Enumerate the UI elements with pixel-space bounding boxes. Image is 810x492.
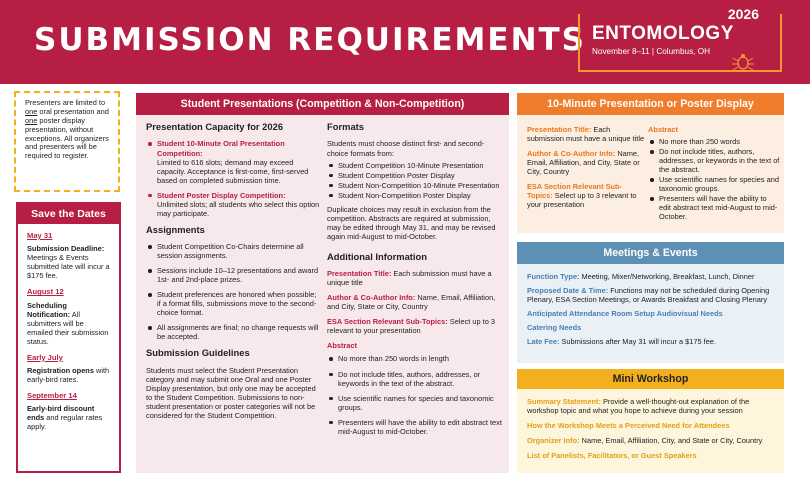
guidelines-title: Submission Guidelines <box>146 347 250 359</box>
info-item: Organizer Info: Name, Email, Affiliation, City, and State or City, Country <box>527 436 763 446</box>
info-item: Function Type: Meeting, Mixer/Networking, Breakfast, Lunch, Dinner <box>527 272 755 281</box>
logo-name: ENTOMOLOGY <box>592 23 734 44</box>
list-item: Sessions include 10–12 presentations and award 1st- and 2nd-place prizes. <box>146 266 322 284</box>
list-item: Student Competition Poster Display <box>327 171 503 180</box>
date-label: May 31 <box>27 231 53 240</box>
info-item: Presentation Title: Each submission must have a unique title <box>527 125 645 144</box>
info-item: Summary Statement: Provide a well-thought-out explanation of the workshop topic and what you hope to achieve during your session <box>527 397 750 416</box>
info-item: How the Workshop Meets a Perceived Need for Attendees <box>527 421 730 431</box>
list-item: Presenters will have the ability to edit abstract text mid-August to mid-October. <box>327 418 503 436</box>
ten-minute-heading: 10-Minute Presentation or Poster Display <box>517 93 784 115</box>
info-item: List of Panelists, Facilitators, or Guest Speakers <box>527 451 697 461</box>
assignments-title: Assignments <box>146 223 205 235</box>
formats-intro: Students must choose distinct first- and second-choice formats from: <box>327 139 485 158</box>
list-item: Presenters will have the ability to edit abstract text mid-August to mid-October. <box>648 194 780 221</box>
info-item: Presentation Title: Each submission must have a unique title <box>327 269 492 288</box>
info-item: Catering Needs <box>527 323 582 333</box>
list-item: Student preferences are honored when possible; if a format fills, submissions move to the second-choice format. <box>146 290 322 317</box>
info-item: Late Fee: Submissions after May 31 will incur a $175 fee. <box>527 337 716 347</box>
info-item: Author & Co-Author Info: Name, Email, Affiliation, and City, State or City, Country <box>327 293 496 312</box>
abstract-label: Abstract <box>648 125 678 134</box>
date-description: Registration opens with early-bird rates. <box>27 366 110 385</box>
info-item: Author & Co-Author Info: Name, Email, Affiliation, and City, State or City, Country <box>527 149 640 177</box>
info-item: ESA Section Relevant Sub-Topics: Select up to 3 relevant to your presentation <box>327 317 495 336</box>
date-description: Scheduling Notification: All submitters will be emailed their submission status. <box>27 300 109 346</box>
formats-note: Duplicate choices may result in exclusion from the competition. Abstracts are required at submission, may be edited through May 31, and may be revised again mid-August to mid-October. <box>327 204 496 241</box>
logo-year: 2026 <box>725 6 762 23</box>
meetings-events-panel <box>517 242 784 363</box>
list-item: All assignments are final; no change requests will be accepted. <box>146 323 322 341</box>
info-item: Anticipated Attendance Room Setup Audiovisual Needs <box>527 309 723 319</box>
mini-workshop-heading: Mini Workshop <box>517 369 784 389</box>
list-item: Student Competition Co-Chairs determine all session assignments. <box>146 242 322 260</box>
list-item: Use scientific names for species and taxonomic groups. <box>648 175 780 193</box>
list-item: Student Non-Competition 10-Minute Presentation <box>327 181 503 190</box>
meetings-events-heading: Meetings & Events <box>517 242 784 264</box>
list-item: No more than 250 words in length <box>327 354 503 363</box>
date-label: September 14 <box>27 391 77 401</box>
list-item: Student Poster Display Competition: Unlimited slots; all students who select this option may participate. <box>146 191 322 218</box>
list-item: Use scientific names for species and taxonomic groups. <box>327 394 503 412</box>
date-description: Submission Deadline: Meetings & Events submitted late will incur a $175 fee. <box>27 244 110 281</box>
header-banner <box>0 0 810 84</box>
list-item: Do not include titles, authors, addresses, or keywords in the text of the abstract. <box>648 147 780 174</box>
date-description: Early-bird discount ends and regular rates apply. <box>27 404 103 432</box>
logo-dates: November 8–11 | Columbus, OH <box>592 47 711 56</box>
formats-title: Formats <box>327 121 364 132</box>
list-item: Student Competition 10-Minute Presentation <box>327 161 503 170</box>
abstract-label: Abstract <box>327 341 357 351</box>
list-item: Do not include titles, authors, addresses, or keywords in the text of the abstract. <box>327 370 503 388</box>
additional-info-title: Additional Information <box>327 250 427 262</box>
insect-icon <box>730 52 756 72</box>
date-label: August 12 <box>27 287 64 297</box>
list-item: Student Non-Competition Poster Display <box>327 191 503 200</box>
ten-minute-presentation-panel <box>517 93 784 233</box>
conference-logo <box>578 6 782 72</box>
info-item: Proposed Date & Time: Functions may not be scheduled during Opening Plenary, ESA Section Meetings, or Awards Breakfast and Closing Plenary <box>527 286 770 305</box>
save-the-dates-panel <box>16 202 121 473</box>
guidelines-text: Students must select the Student Presentation category and may submit one Oral and one Poster Display presentation, but only one may be accepted to the Student Competition. Submissions to non-student presentation or poster categories will not be considered for the Student Competition. <box>146 365 316 421</box>
list-item: Student 10-Minute Oral Presentation Competition: Limited to 616 slots; demand may exceed capacity. Acceptance is first-come, first-served based on completed submission time. <box>146 139 322 184</box>
page-title: SUBMISSION REQUIREMENTS <box>34 22 586 58</box>
list-item: No more than 250 words <box>648 137 780 146</box>
student-presentations-heading: Student Presentations (Competition & Non-Competition) <box>136 93 509 115</box>
capacity-title: Presentation Capacity for 2026 <box>146 121 284 132</box>
student-presentations-panel <box>136 93 509 473</box>
save-the-dates-heading: Save the Dates <box>18 204 119 224</box>
info-item: ESA Section Relevant Sub-Topics: Select up to 3 relevant to your presentation <box>527 182 637 210</box>
date-label: Early July <box>27 352 63 362</box>
presenter-limit-note: Presenters are limited to one oral presentation and one poster display presentation, without exceptions. All organizers and presenters will be required to register. <box>14 91 120 192</box>
mini-workshop-panel <box>517 369 784 473</box>
